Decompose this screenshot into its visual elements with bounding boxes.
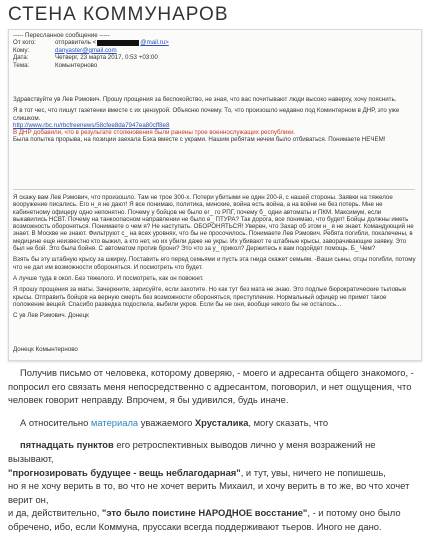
email-paragraph: Я прошу прощения за маты. Зачеркните, зарисуйте, если захотите. Но как тут без мата не знаю. Это подлые бюрократические тыловые крысы. Отправить бойцов на верную смерть без возможности обороняться, преступление. Нормальный офицер не примет такое положение вещей. Спасибо разведка подоспела, выбили укров. Если бы не они, вообще никого бы не осталось... <box>13 286 407 308</box>
email-signature: Донецк Комынтерново <box>13 346 78 353</box>
email-subject-row <box>13 62 393 69</box>
from-domain[interactable]: @mail.ru> <box>140 39 169 47</box>
divider <box>13 189 415 190</box>
article-text: уважаемого <box>138 416 195 428</box>
email-paragraph: Я скажу вам Лев Рэмович, что произошло. Там не трое 300-х. Потери убитыми не один 200-й, с нашей стороны. Заявки на тяжелое вооружение писались. Его н_я не дают! Я все понимаю, политика, минские, война есть война, а на войне не без потерь. Мне не кабинетному офицеру одно непонятно. Почему у бойцов не было ег_ го РПГ, почему б_ одни автоматы и ПКМ. Максимум, если выкавились НСВТ. Почему на танкоопасном направлении не было е_ ПТУРА? Так дорога, все понимаю, что будет! Бойцы должны иметь возможность обороняться. Понимаете о чем я? Не наступать. ОБОРОНЯТЬСЯ! Уверен, что Захар об этом н_ я не знает. Командующий не знает. В Москве не знают. Фильтруют с_ на всех уровнях, что бы не просочилось. Понимаете Лев Рэмович. Ребята погибли, покалечены, в медицине еще неизвестно кто выжил, а кто нет, но их убили даже не укры. Их убивают те штабные крысы, заворачивающие заявку. Это был не бой. Это была бойня. С автоматом против брони? Это что за у_ прикол? Держитесь к вам подойдет помощь. Б_ Чем? <box>13 194 414 253</box>
email-paragraph <box>13 107 413 143</box>
quoted-news-text: В ДНР добавили, что в результате столкновения были ранены трое военнослужащих республики. <box>13 129 296 137</box>
subject-value: Комынтерново <box>55 61 98 69</box>
article-body <box>8 366 422 534</box>
email-text: Я в тот чес, что пишут газетенки вместе с их цензурой. Объясню почему. То, что произошло недавно под Коминтерном в ДНР, это уже слишком. <box>13 107 400 122</box>
email-date-row <box>13 54 393 61</box>
email-from-row: От кого: отправитель < @mail.ru> <box>13 39 169 47</box>
email-body-intro <box>13 96 413 148</box>
news-link[interactable]: http://www.rbc.ru/rbcfreenews/58cfee8da7947ea80cff8e8 <box>13 121 170 129</box>
from-value: отправитель <box>55 39 91 47</box>
page-title: СТЕНА КОММУНАРОВ <box>8 4 229 25</box>
article-text: и да, действительно, <box>8 507 102 519</box>
redacted-address <box>97 40 139 46</box>
article-quote: "это было поистине НАРОДНОЕ восстание" <box>101 507 308 519</box>
article-text: но я не хочу верить в то, во что не хочет верить Михаил, и хочу верить в то же, во что хочет верит он, <box>8 480 410 505</box>
email-to-row <box>13 47 393 54</box>
article-quote: "прогнозировать будущее - вещь неблагодарная" <box>8 466 241 478</box>
email-header <box>13 32 393 69</box>
email-text: Была попытка прорыва, на позиции заехала Бэха вместе с украми. Нашим ребятам нечем было отбиваться. Понимаете НЕЧЕМ! <box>13 136 386 144</box>
date-label: Дата: <box>13 54 29 62</box>
email-paragraph: Здравствуйте ув Лев Рэмович. Прошу прощения за беспокойство, не зная, что вас почитывают люди высоко наверху, хочу пояснить. <box>13 96 397 103</box>
article-paragraph <box>8 438 422 533</box>
subject-label: Тема: <box>13 61 30 69</box>
forwarded-label: ----- Пересланное сообщение ----- <box>13 32 110 39</box>
article-text: , и тут, увы, ничего не попишешь, <box>240 466 386 478</box>
article-paragraph: Получив письмо от человека, которому доверяю, - моего и адресанта общего знакомого, - попросил его связать меня непосредственно с адресантом, поговорил, и нет ощущения, что человек говорит неправду. Впрочем, я бы удивился, будь иначе. <box>8 367 414 406</box>
email-closing: С ув Лев Рэмович. Донецк <box>13 312 89 320</box>
author-name: Хрусталика <box>194 416 249 428</box>
email-paragraph: А лучше туда в окоп. Без тяжелого. И посмотреть, как он повоюет. <box>13 274 204 282</box>
article-text: А относительно <box>20 416 91 428</box>
to-label: Кому: <box>13 46 30 54</box>
forwarded-email-screenshot <box>8 29 422 361</box>
article-text: , могу сказать, что <box>248 416 329 428</box>
date-value: Четверг, 23 марта 2017, 0:53 +03:00 <box>55 54 158 62</box>
article-paragraph <box>8 416 422 430</box>
email-paragraph: Взять бы эту штабную крысу за шкирку. Поставить его перед семьями и пусть эта гнида скажет семьям. -Ваши сыны, отцы погибли, потому что не дал им возможности обороняться. И посмотреть что будет. <box>13 256 416 271</box>
article-text: его ретроспективных выводов лично у меня возражений не вызывают, <box>8 439 376 464</box>
article-text: , - и потому оно было обречено, ибо, если Коммуна, пруссаки всегда поддерживают тьеров. Иного не дано. <box>8 507 401 532</box>
material-link[interactable]: материала <box>90 416 139 428</box>
from-label: От кого: <box>13 39 36 47</box>
article-emphasis: пятнадцать пунктов <box>20 439 114 451</box>
email-body-main <box>13 194 416 323</box>
to-value[interactable]: danyaster@gmail.com <box>55 46 117 54</box>
